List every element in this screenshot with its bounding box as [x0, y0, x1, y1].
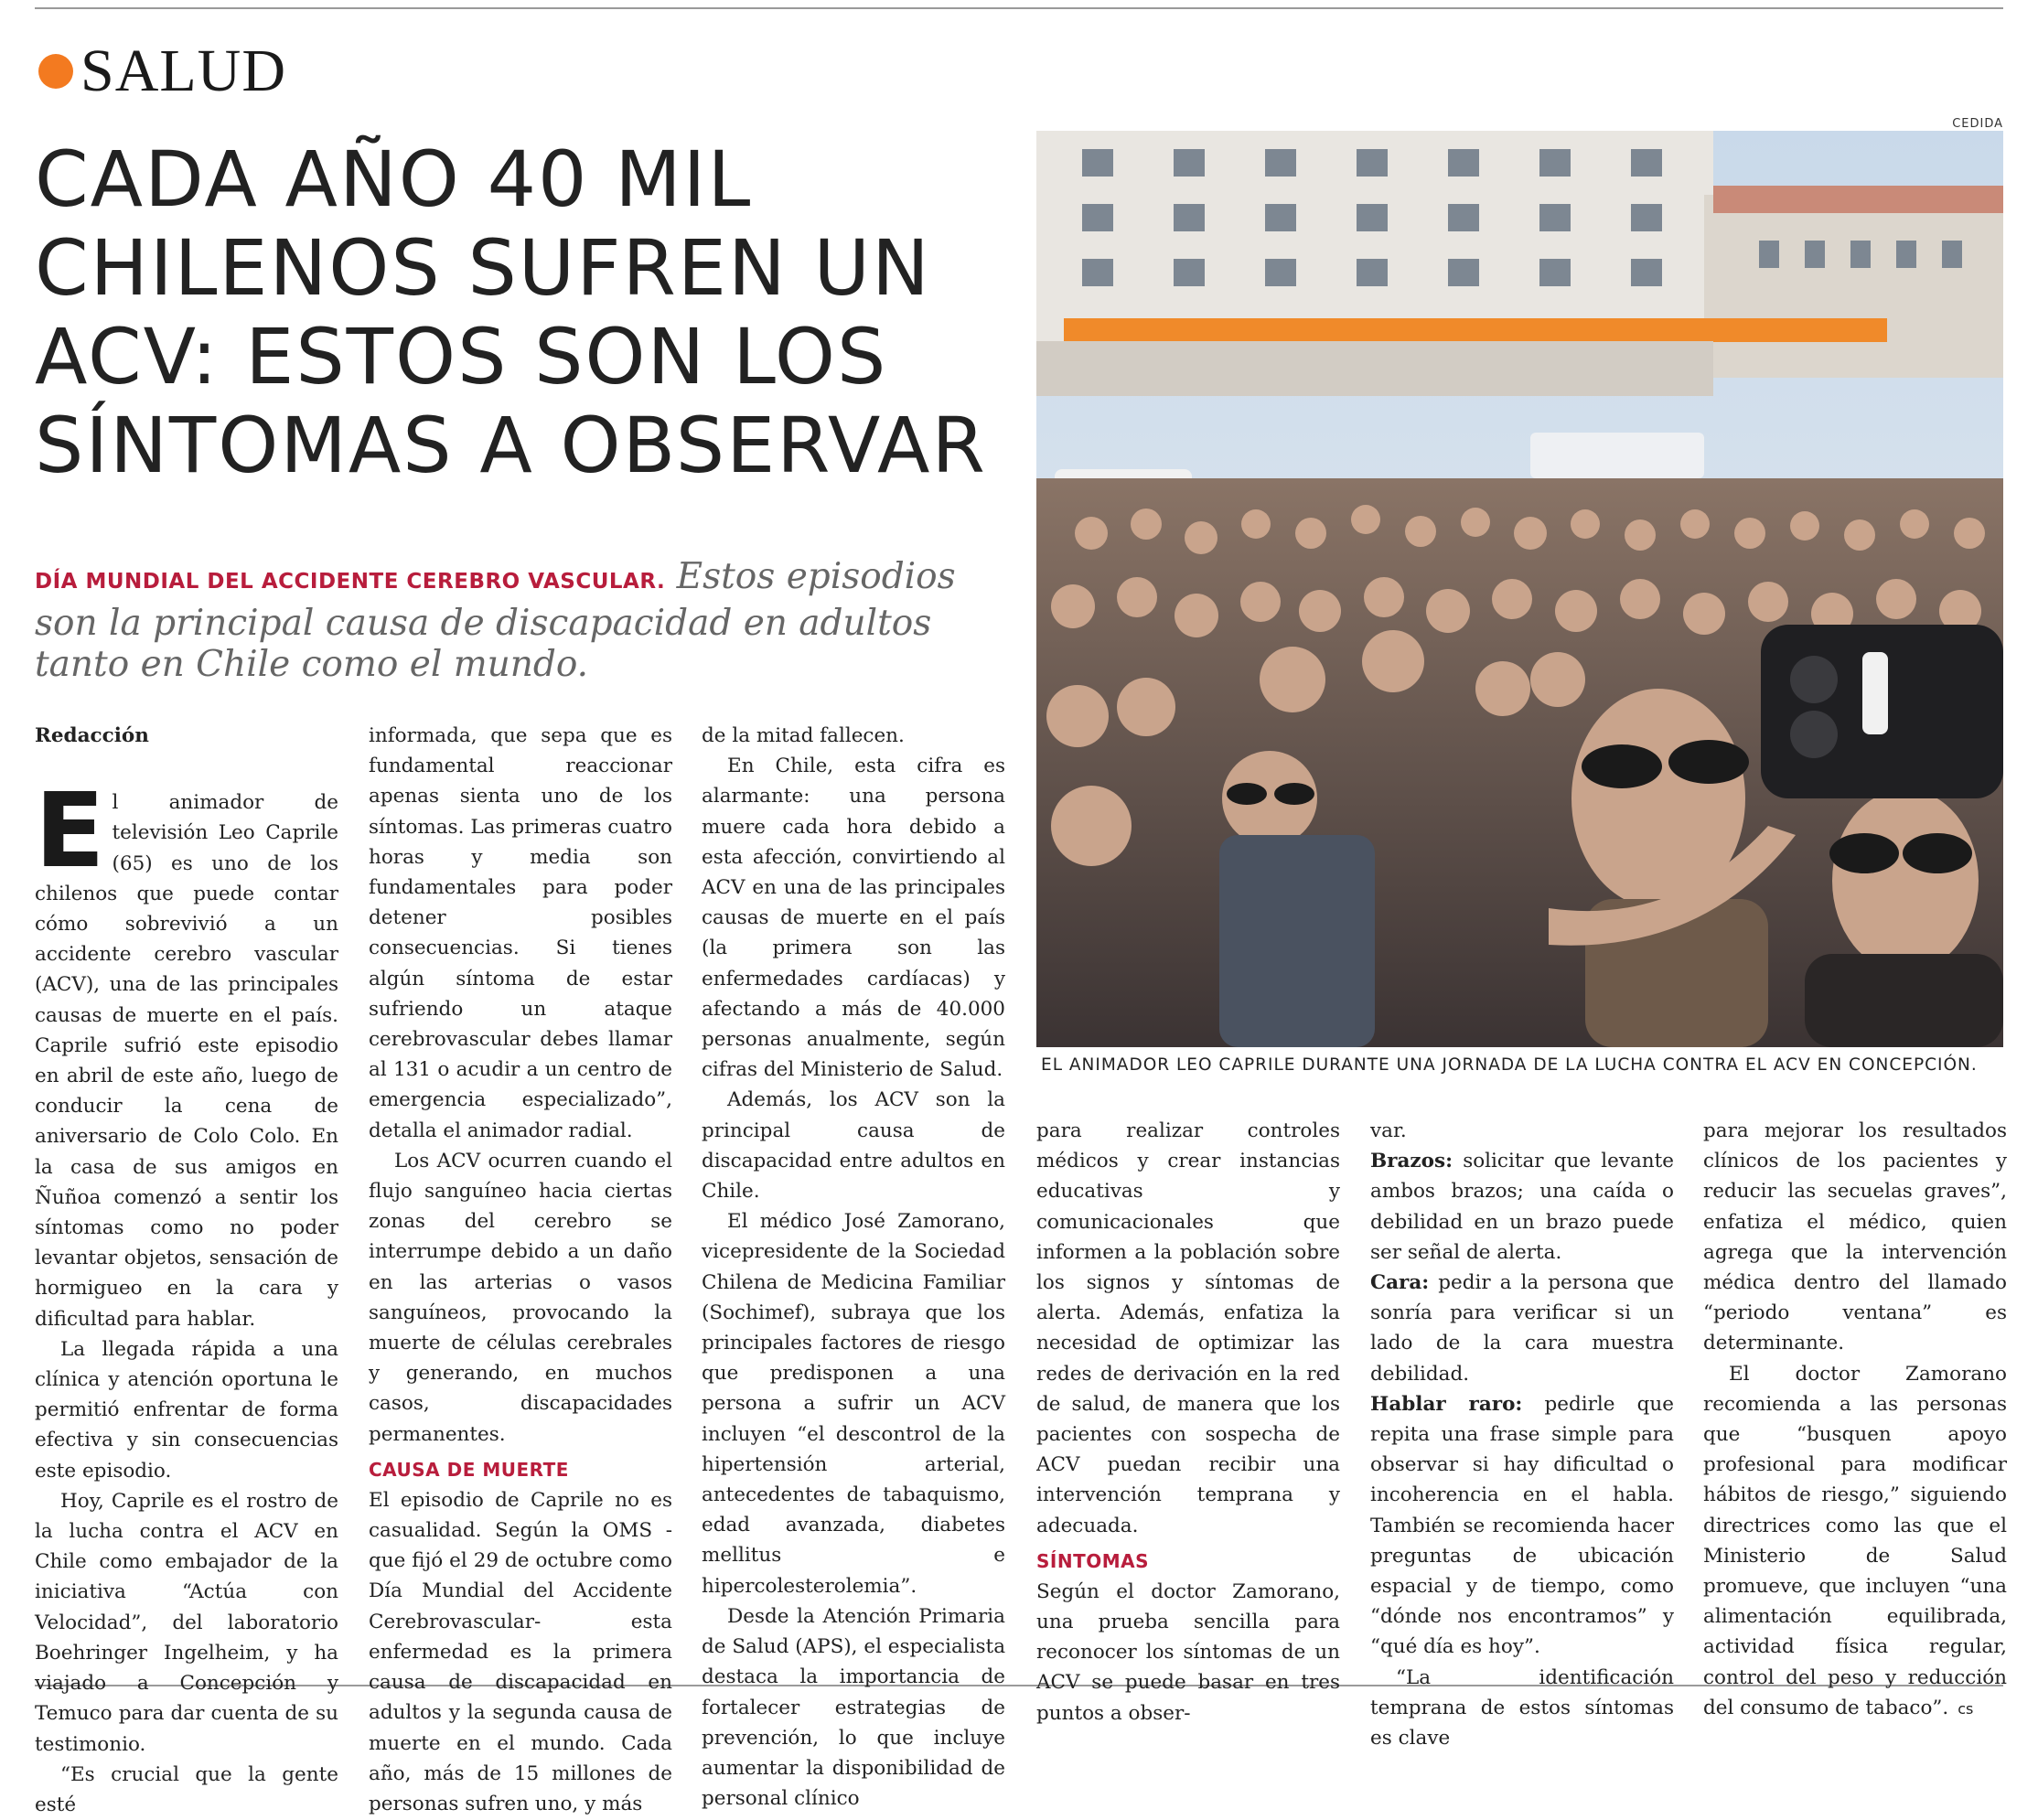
first-paragraph: [35, 772, 338, 1334]
paragraph: Además, los ACV son la principal causa de discapacidad entre adultos en Chile.: [702, 1088, 1005, 1204]
symptom-text: solicitar que levante ambos brazos; una caída o debilidad en un brazo puede ser señal de alerta.: [1370, 1150, 1674, 1264]
headline: CADA AÑO 40 MIL CHILENOS SUFREN UN ACV: ESTOS SON LOS SÍNTOMAS A OBSERVAR: [35, 134, 987, 490]
final-paragraph: [1703, 1359, 2007, 1724]
paragraph: “La identificación temprana de estos síntomas es clave: [1370, 1665, 1674, 1750]
end-mark-icon: cs: [1958, 1699, 1974, 1718]
byline: Redacción: [35, 724, 149, 747]
section-dot-icon: [38, 54, 73, 89]
lead-paragraph: [35, 556, 1014, 685]
symptom-text: pedirle que repita una frase simple para observar si hay dificultad o incoherencia en el habla. También se recomienda hacer preguntas de ubicación espacial y de tiempo, como “dónde nos encontramos” y “qué día es hoy”.: [1370, 1392, 1674, 1659]
lead-text: Estos episodios son la principal causa de discapacidad en adultos tanto en Chile como el mundo.: [35, 556, 956, 685]
paragraph: En Chile, esta cifra es alarmante: una persona muere cada hora debido a esta afección, convirtiendo al ACV en una de las principales causas de muerte en el país (la primera son las enfermedades cardíacas) y afectando a más de 40.000 personas anualmente, según cifras del Ministerio de Salud.: [702, 755, 1005, 1082]
paragraph: Los ACV ocurren cuando el flujo sanguíneo hacia ciertas zonas del cerebro se interrumpe debido a un daño en las arterias o vasos sanguíneos, provocando la muerte de células cerebrales y generando, en muchos casos, discapacidades permanentes.: [369, 1149, 672, 1446]
paragraph: informada, que sepa que es fundamental reaccionar apenas sienta uno de los síntomas. Las primeras cuatro horas y media son fundamentales para poder detener posibles consecuencias. Si tienes algún síntoma de estar sufriendo un ataque cerebrovascular debes llamar al 131 o acudir a un centro de emergencia especializado”, detalla el animador radial.: [369, 724, 672, 1142]
article-column-1: [35, 721, 338, 1820]
paragraph: de la mitad fallecen.: [702, 724, 905, 747]
symptom-label: Hablar raro:: [1370, 1392, 1523, 1416]
lead-kicker: DÍA MUNDIAL DEL ACCIDENTE CEREBRO VASCULAR.: [35, 570, 666, 594]
paragraph: “Es crucial que la gente esté: [35, 1762, 338, 1816]
news-photo: [1036, 131, 2003, 1047]
paragraph: El episodio de Caprile no es casualidad. Según la OMS -que fijó el 29 de octubre como Día Mundial del Accidente Cerebrovascular- esta enfermedad es la primera causa de discapacidad en adultos y la segunda causa de muerte en el mundo. Cada año, más de 15 millones de personas sufren uno, y más: [369, 1488, 672, 1815]
paragraph: Hoy, Caprile es el rostro de la lucha contra el ACV en Chile como embajador de la iniciativa “Actúa con Velocidad”, del laboratorio Boehringer Ingelheim, y ha viajado a Concepción y Temuco para dar cuenta de su testimonio.: [35, 1489, 338, 1756]
symptom-hablar: [1370, 1389, 1674, 1663]
photo-credit: CEDIDA: [1952, 117, 2003, 131]
section-header: [38, 37, 286, 106]
photo-caption: EL ANIMADOR LEO CAPRILE DURANTE UNA JORNADA DE LA LUCHA CONTRA EL ACV EN CONCEPCIÓN.: [1041, 1055, 1978, 1075]
paragraph: Según el doctor Zamorano, una prueba sencilla para reconocer los síntomas de un ACV se puede basar en tres puntos a obser-: [1036, 1579, 1340, 1725]
paragraph: La llegada rápida a una clínica y atención oportuna le permitió enfrentar de forma efectiva y sin consecuencias este episodio.: [35, 1337, 338, 1483]
paragraph-text: l animador de televisión Leo Caprile (65) es uno de los chilenos que puede contar cómo sobrevivió a un accidente cerebro vascular (ACV), una de las principales causas de muerte en el país. Caprile sufrió este episodio en abril de este año, luego de conducir la cena de aniversario de Colo Colo. En la casa de sus amigos en Ñuñoa comenzó a sentir los síntomas como no poder levantar objetos, sensación de hormigueo en la cara y dificultad para hablar.: [35, 791, 338, 1331]
paragraph-text: El doctor Zamorano recomienda a las personas que “busquen apoyo profesional para modificar hábitos de riesgo,” siguiendo directrices como las que el Ministerio de Salud promueve, que incluyen “una alimentación equilibrada, actividad física regular, control del peso y reducción del consumo de tabaco”.: [1703, 1362, 2007, 1719]
symptom-cara: [1370, 1268, 1674, 1389]
paragraph: var.: [1370, 1119, 1407, 1142]
drop-cap: E: [35, 772, 105, 892]
article-column-2: [369, 721, 672, 1819]
section-label: SALUD: [80, 37, 287, 104]
paragraph: El médico José Zamorano, vicepresidente de la Sociedad Chilena de Medicina Familiar (Sochimef), subraya que los principales factores de riesgo que predisponen a una persona a sufrir un ACV incluyen “el descontrol de la hipertensión arterial, antecedentes de tabaquismo, edad avanzada, diabetes mellitus e hipercolesterolemia”.: [702, 1210, 1005, 1598]
paragraph: para mejorar los resultados clínicos de los pacientes y reducir las secuelas graves”, enfatiza el médico, quien agrega que la intervención médica dentro del llamado “periodo ventana” es determinante.: [1703, 1119, 2007, 1355]
symptom-brazos: [1370, 1146, 1674, 1268]
paragraph: para realizar controles médicos y crear instancias educativas y comunicacionales que informen a la población sobre los signos y síntomas de alerta. Además, enfatiza la necesidad de optimizar las redes de derivación en la red de salud, de manera que los pacientes con sospecha de ACV puedan recibir una intervención temprana y adecuada.: [1036, 1119, 1340, 1537]
symptom-text: pedir a la persona que sonría para verificar si un lado de la cara muestra debilidad.: [1370, 1271, 1674, 1386]
top-rule: [35, 7, 2003, 9]
article-column-6: [1703, 1116, 2007, 1724]
crowd-selfie-illustration: [1036, 131, 2003, 1047]
subheading-causa: CAUSA DE MUERTE: [369, 1458, 569, 1481]
article-column-3: [702, 721, 1005, 1814]
article-column-5: [1370, 1116, 1674, 1753]
paragraph: Desde la Atención Primaria de Salud (APS), el especialista destaca la importancia de fortalecer estrategias de prevención, lo que incluye aumentar la disponibilidad de personal clínico: [702, 1604, 1006, 1811]
subheading-sintomas: SÍNTOMAS: [1036, 1549, 1150, 1572]
symptom-label: Brazos:: [1370, 1150, 1453, 1173]
article-column-4: [1036, 1116, 1340, 1729]
symptom-label: Cara:: [1370, 1271, 1430, 1295]
